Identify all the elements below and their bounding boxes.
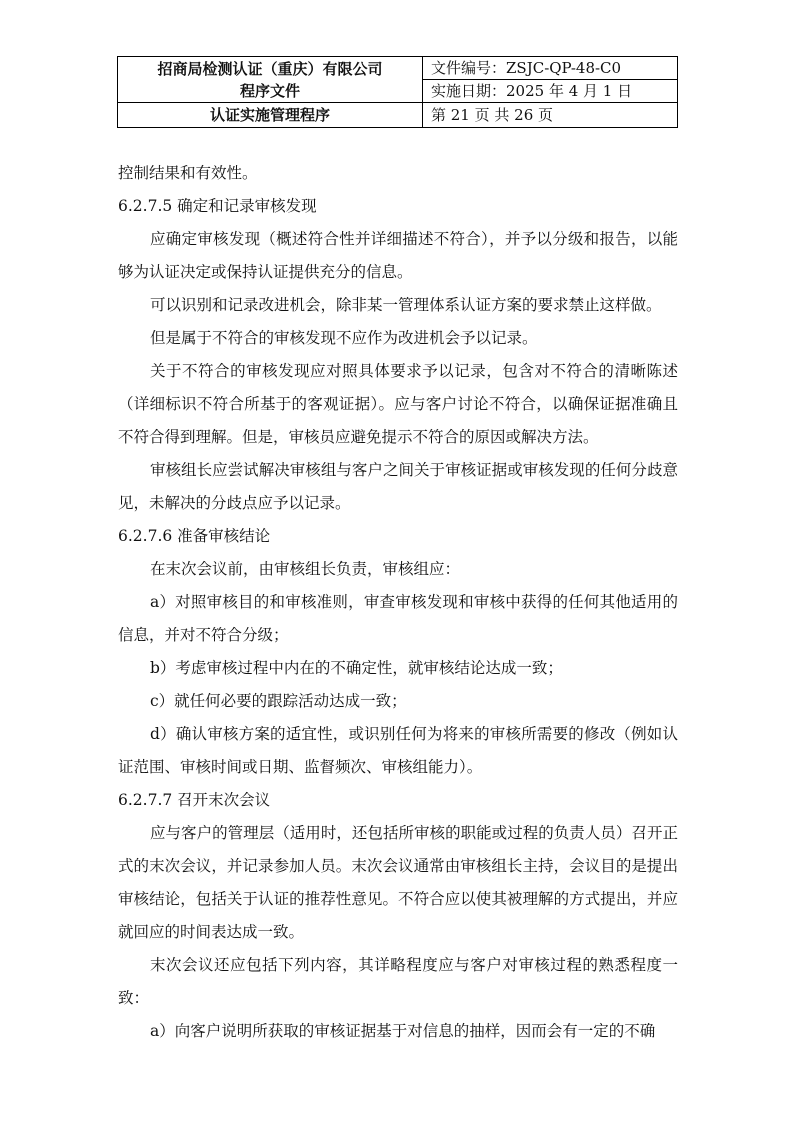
list-item: a）对照审核目的和审核准则，审查审核发现和审核中获得的任何其他适用的信息，并对不符合分级； [118,593,678,644]
section-heading: 6.2.7.5 确定和记录审核发现 [118,197,317,215]
paragraph: 应确定审核发现（概述符合性并详细描述不符合），并予以分级和报告，以能够为认证决定或保持认证提供充分的信息。 [118,230,678,281]
effective-date: 实施日期：2025 年 4 月 1 日 [423,80,678,103]
paragraph: 关于不符合的审核发现应对照具体要求予以记录，包含对不符合的清晰陈述（详细标识不符合所基于的客观证据）。应与客户讨论不符合，以确保证据准确且不符合得到理解。但是，审核员应避免提示不符合的原因或解决方法。 [118,362,678,446]
section-heading: 6.2.7.6 准备审核结论 [118,527,271,545]
paragraph: 应与客户的管理层（适用时，还包括所审核的职能或过程的负责人员）召开正式的末次会议，并记录参加人员。末次会议通常由审核组长主持，会议目的是提出审核结论，包括关于认证的推荐性意见。不符合应以使其被理解的方式提出，并应就回应的时间表达成一致。 [118,824,678,941]
document-title: 认证实施管理程序 [118,103,423,128]
paragraph: 审核组长应尝试解决审核组与客户之间关于审核证据或审核发现的任何分歧意见，未解决的分歧点应予以记录。 [118,461,678,512]
paragraph: 可以识别和记录改进机会，除非某一管理体系认证方案的要求禁止这样做。 [150,296,662,314]
paragraph: 但是属于不符合的审核发现不应作为改进机会予以记录。 [150,329,538,347]
paragraph: 在末次会议前，由审核组长负责，审核组应： [150,560,461,578]
list-item: a）向客户说明所获取的审核证据基于对信息的抽样，因而会有一定的不确 [150,1022,656,1040]
document-category: 程序文件 [239,81,300,100]
company-name: 招商局检测认证（重庆）有限公司 [157,59,383,78]
page-number: 第 21 页 共 26 页 [423,103,678,128]
paragraph: 末次会议还应包括下列内容，其详略程度应与客户对审核过程的熟悉程度一致： [118,956,678,1007]
paragraph: 控制结果和有效性。 [118,164,258,182]
list-item: c）就任何必要的跟踪活动达成一致； [150,692,407,710]
company-cell [118,57,423,103]
document-header-table [117,56,678,128]
document-body [118,157,678,1048]
document-number: 文件编号：ZSJC-QP-48-C0 [423,57,678,80]
list-item: b）考虑审核过程中内在的不确定性，就审核结论达成一致； [150,659,563,677]
section-heading: 6.2.7.7 召开末次会议 [118,791,271,809]
list-item: d）确认审核方案的适宜性，或识别任何为将来的审核所需要的修改（例如认证范围、审核时间或日期、监督频次、审核组能力）。 [118,725,678,776]
